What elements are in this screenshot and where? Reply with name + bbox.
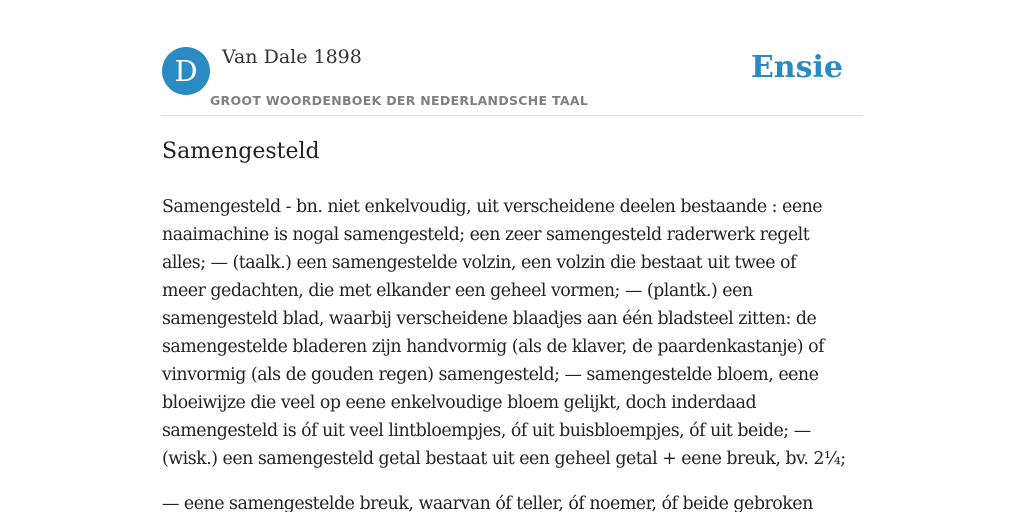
definition-line: Samengesteld - bn. niet enkelvoudig, uit verscheidene deelen bestaande : eene (162, 197, 823, 217)
definition-line: samengestelde bladeren zijn handvormig (als de klaver, de paardenkastanje) of (162, 337, 825, 357)
header-divider (162, 115, 862, 116)
definition-next-paragraph: — eene samengestelde breuk, waarvan óf teller, óf noemer, óf beide gebroken (162, 494, 813, 512)
dictionary-name-link[interactable]: Van Dale 1898 (222, 46, 362, 68)
definition-line: bloeiwijze die veel op eene enkelvoudige bloem gelijkt, doch inderdaad (162, 393, 757, 413)
definition-line: (wisk.) een samengesteld getal bestaat uit een geheel getal + eene breuk, bv. 2¼; (162, 449, 846, 469)
definition-line: samengesteld blad, waarbij verscheidene blaadjes aan één bladsteel zitten: de (162, 309, 817, 329)
dictionary-subtitle: GROOT WOORDENBOEK DER NEDERLANDSCHE TAAL (210, 93, 589, 108)
definition-line: vinvormig (als de gouden regen) samengesteld; — samengestelde bloem, eene (162, 365, 819, 385)
definition-line: meer gedachten, die met elkander een geheel vormen; — (plantk.) een (162, 281, 753, 301)
definition-line: naaimachine is nogal samengesteld; een zeer samengesteld raderwerk regelt (162, 225, 810, 245)
definition-line: samengesteld is óf uit veel lintbloempjes, óf uit buisbloempjes, óf uit beide; — (162, 421, 811, 441)
definition-line: alles; — (taalk.) een samengestelde volzin, een volzin die bestaat uit twee of (162, 253, 796, 273)
ensie-brand-logo[interactable]: Ensie (750, 50, 843, 85)
entry-title: Samengesteld (162, 139, 320, 164)
dictionary-logo[interactable]: D (162, 47, 210, 95)
entry-definition (162, 193, 862, 473)
